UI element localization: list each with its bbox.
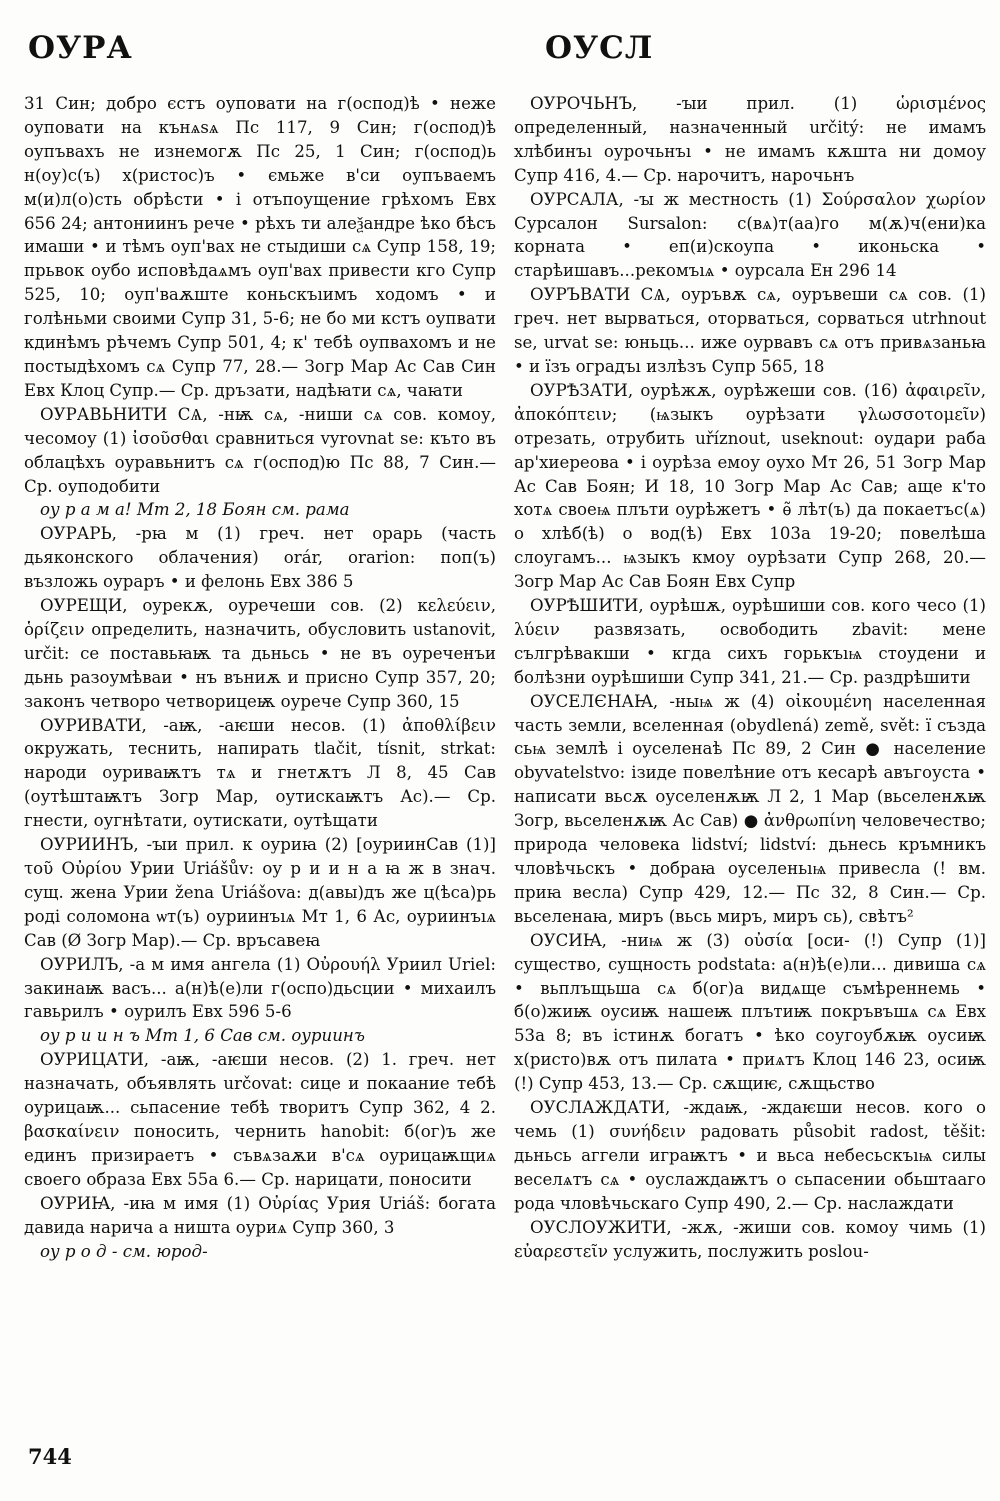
dictionary-entry: ОУРИВАТИ, -аѭ, -аѥши несов. (1) ἀποθλίβειν окружать, теснить, напирать tlačit, tísnit, strkat: народи оуриваѭтъ тѧ и гнетѫтъ Л 8, 45 Сав (оутѣштаѭтъ Зогр Мар, оутискаѭтъ Ас).— Ср. гнести, оугнѣтати, оутискати, оутѣщати [24, 715, 496, 831]
running-head-left: ОУРА [28, 30, 133, 66]
dictionary-entry: ОУРѢШИТИ, оурѣшѫ, оурѣшиши сов. кого чесо (1) λύειν развязать, освободить zbavit: мене сългрѣвакши • кгда сихъ горькъıѩ стоудени и болѣзни оурѣшиши Супр 341, 21.— Ср. раздрѣшити [514, 596, 986, 687]
dictionary-entry: оу р о д - см. юрод- [40, 1241, 208, 1261]
dictionary-entry: ОУРЕЩИ, оурекѫ, оуречеши сов. (2) κελεύειν, ὁρίζειν определить, назначить, обусловить ustanovit, určit: се поставьꙗѭ та дьньсь • не въ оуреченъи дьнь разоумѣваи • нъ въниѫ и присно Супр 357, 20; законъ четворо четворицеѭ оурече Супр 360, 15 [24, 596, 496, 711]
dictionary-entry: ОУРАРЬ, -рꙗ м (1) греч. нет орарь (часть дьяконского облачения) orár, orarion: поп(ъ) възложь оураръ • и фелонь Евх 386 5 [24, 524, 496, 592]
dictionary-entry: ОУРОЧЬНЪ, -ꙑи прил. (1) ὡρισμένος определенный, назначенный určitý: не имамъ хлѣбинъı оурочьнъı • не имамъ кѫшта ни домоу Супр 416, 4.— Ср. нарочитъ, нарочьнъ [514, 94, 986, 185]
dictionary-entry: ОУСИꙖ, -ниѩ ж (3) οὐσία [оси- (!) Супр (1)] существо, сущность podstata: а(н)ѣ(е)ли... дивиша сѧ • вьплъщьша сѧ б(ог)а видѧще съмѣреннемь • б(о)жиѭ оусиѭ нашеѭ плътиѭ покръвъшѧ сѧ Евх 53а 8; въ істинѫ богатъ • ѣко соугоубѫѭ оусиѭ х(ристо)вѫ отъ пилата • приѧтъ Клоц 146 23, осиѭ (!) Супр 453, 13.— Ср. сѫщиѥ, сѫщьство [514, 930, 986, 1094]
right-column [514, 92, 986, 1263]
running-head-right: ОУСЛ [545, 30, 654, 66]
dictionary-entry: ОУСЕЛЄНАꙖ, -ныѩ ж (4) οἰκουμένη населенная часть земли, вселенная (obydlená) země, svět: ї създа сьѩ землѣ і оуселенаѣ Пс 89, 2 Син ● население obyvatelstvo: ізиде повелѣние отъ кесарѣ авъгоуста • написати вьсѫ оуселенѫѭ Л 2, 1 Мар (вьселенѫѭ Зогр, вьселенѫѭ Ас Сав) ● ἀνθρωπίνη человечество; природа человека lidství; lidství: дьнесь кръмникъ чловѣчьскъ • добраꙗ оуселеньıѩ привесла (! вм. приꙗ весла) Супр 429, 12.— Пс 32, 8 Син.— Ср. вьселенаꙗ, миръ (вьсь миръ, миръ сь), свѣтъ² [514, 691, 986, 926]
dictionary-entry: ОУРАВЬНИТИ СѦ, -нѭ сѧ, -ниши сѧ сов. комоу, чесомоу (1) ἰσοῦσθαι сравниться vyrovnat se: къто въ облацѣхъ оуравьнитъ сѧ г(оспод)ю Пс 88, 7 Син.— Ср. оуподобити [24, 404, 496, 496]
page-number: 744 [28, 1444, 72, 1469]
left-column [24, 92, 496, 1263]
dictionary-entry: оу р а м а! Мт 2, 18 Боян см. рама [40, 500, 350, 520]
dictionary-entry: ОУРИꙖ, -иꙗ м имя (1) Οὐρίας Урия Uriáš: богата давида нарича а ништа оуриѧ Супр 360, 3 [24, 1193, 496, 1237]
dictionary-entry: ОУРИИНЪ, -ꙑи прил. к оуриꙗ (2) [оуриинСав (1)] τοῦ Οὐρίου Урии Uriášův: оу р и и н а ꙗ ж в знач. сущ. жена Урии žena Uriášova: д(авы)дъ же ц(ѣса)рь роді соломона ѡт(ъ) оуриинъıѧ Мт 1, 6 Ас, оуриинъıѧ Сав (Ø Зогр Мар).— Ср. връсавеꙗ [24, 835, 496, 950]
dictionary-entry: ОУРЪВАТИ СѦ, оуръвѫ сѧ, оуръвеши сѧ сов. (1) греч. нет вырваться, оторваться, сорваться utrhnout se, urvat se: юньць... иже оурвавъ сѧ отъ привѧзаньꙗ • и їзъ оградъı излѣзъ Супр 565, 18 [514, 285, 986, 376]
dictionary-entry: ОУСЛОУЖИТИ, -жѫ, -жиши сов. комоу чимь (1) εὐαρεστεῖν услужить, послужить poslou- [514, 1217, 986, 1261]
dictionary-entry: ОУРИЛЪ, -а м имя ангела (1) Οὐρουήλ Уриил Uriel: закинаѭ васъ... а(н)ѣ(е)ли г(оспо)дьсции • михаилъ гавьрилъ • оурилъ Евх 596 5-6 [24, 954, 496, 1022]
dictionary-entry: ОУРСАЛА, -ꙑ ж местность (1) Σούρσαλον χωρίον Сурсалон Sursalon: с(вѧ)т(аа)го м(ѫ)ч(ени)ка корната • еп(и)скоупа • иконьска • старѣишавъ...рекомъıѧ • оурсала Ен 296 14 [514, 189, 986, 281]
dictionary-entry: оу р и и н ъ Мт 1, 6 Сав см. оуриинъ [40, 1026, 365, 1046]
dictionary-entry: ОУРѢЗАТИ, оурѣжѫ, оурѣжеши сов. (16) ἀφαιρεῖν, ἀποκόπτειν; (ѩзыкъ оурѣзати γλωσσοτομεῖν) отрезать, отрубить uříznout, useknout: оудари раба ар'хиереова • і оурѣза емоу оухо Мт 26, 51 Зогр Мар Ас Сав Боян; И 18, 10 Зогр Мар Ас Сав; аще к'то хотѧ своеѩ плъти оурѣжетъ • ѳ̃ лѣт(ъ) да покаетъс(ѧ) о хлѣб(ѣ) о вод(ѣ) Евх 103а 19-20; повелѣша слоугамъ... ѩзыкъ кмоу оурѣзати Супр 268, 20.— Зогр Мар Ас Сав Боян Евх Супр [514, 380, 986, 592]
dictionary-entry: ОУСЛАЖДАТИ, -ждаѭ, -ждаѥши несов. кого о чемь (1) συνήδειν радовать působit radost, těšit: дьньсь аггели играѭтъ • и вьса небесьскъıѩ силы веселѧтъ сѧ • оуслаждаѭтъ о сьпасении обьштааго рода чловѣчьскаго Супр 490, 2.— Ср. наслаждати [514, 1098, 986, 1213]
dictionary-entry: 31 Син; добро єстъ оуповати на г(оспод)ѣ • неже оуповати на кънѧѕѧ Пс 117, 9 Син; г(оспод)ѣ оупъвахъ не изнемогѫ Пс 25, 1 Син; г(оспод)ь н(оу)с(ъ) х(ристос)ъ • ємьже в'си оупъваемъ м(и)л(о)сть обрѣсти • і отъпоущение грѣхомъ Евх 656 24; антониинъ рече • рѣхъ ти алеѯандре ѣко бѣсъ имаши • и тѣмъ оуп'вах не стыдиши сѧ Супр 158, 19; прьвок оубо исповѣдаѧмъ оуп'вах привести кго Супр 525, 10; оуп'ваѫште коньскъıимъ ходомъ • и голѣньми своими Супр 31, 5-6; не бо ми кстъ оупвати кдинѣмъ рѣчемъ Супр 501, 4; к' тебѣ оупвахомъ и не постыдѣхомъ сѧ Супр 77, 28.— Зогр Мар Ас Сав Син Евх Клоц Супр.— Ср. дръзати, надѣꙗти сѧ, чаꙗти [24, 94, 496, 400]
dictionary-entry: ОУРИЦАТИ, -аѭ, -аѥши несов. (2) 1. греч. нет назначать, объявлять určovat: сице и покаание тебѣ оурицаѭ... сьпасение тебѣ творитъ Супр 362, 4 2. βασκαίνειν поносить, чернить hanobit: б(ог)ъ же единъ призираетъ • съвѧзаѫи в'сѧ оурицаѭщиѧ своего образа Евх 55а 6.— Ср. нарицати, поносити [24, 1050, 496, 1189]
